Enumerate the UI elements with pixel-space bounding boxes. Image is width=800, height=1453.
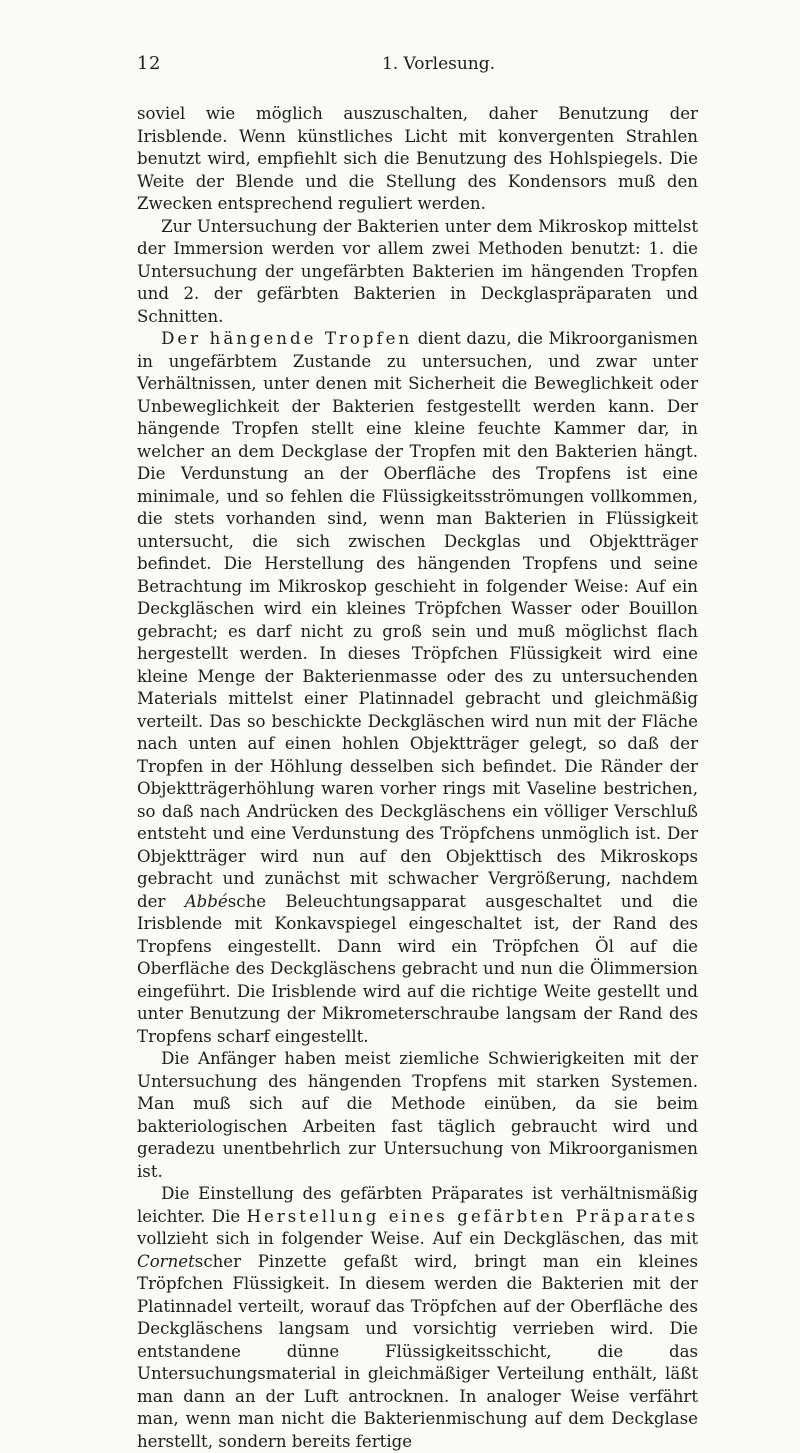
paragraph-3-text-b: sche Beleuchtungsapparat ausgeschaltet und die Irisblende mit Konkavspiegel eingeschaltet ist, der Rand des Tropfens eingestellt. Dann wird ein Tröpfchen Öl auf die Oberfläche des Deckgläschens gebracht und nun die Ölimmersion eingeführt. Die Irisblende wird auf die richtige Weite gestellt und unter Benutzung der Mikrometerschraube langsam der Rand des Tropfens scharf eingestellt. [137,891,698,1046]
spaced-term-haengender-tropfen: Der hängende Tropfen [161,329,413,348]
paragraph-1: soviel wie möglich auszuschalten, daher Benutzung der Irisblende. Wenn künstliches Licht mit konvergenten Strahlen benutzt wird, empfiehlt sich die Benutzung des Hohlspiegels. Die Weite der Blende und die Stellung des Kondensors muß den Zwecken entsprechend reguliert werden. [137,104,698,213]
paragraph-5-text-start: Die Einstellung des gefärbten Präparates ist verhältnismäßig leichter. Die [137,1184,698,1226]
running-head: 1. Vorlesung. [381,54,496,74]
spaced-term-herstellung: Herstellung eines gefärbten Präparates [246,1206,698,1226]
page-number: 12 [137,53,161,74]
paragraph-3-text-a: dient dazu, die Mikroorganismen in ungefärbtem Zustande zu untersuchen, und zwar unter Verhältnissen, unter denen mit Sicherheit die Beweglichkeit oder Unbeweglichkeit der Bakterien festgestellt werden kann. Der hängende Tropfen stellt eine kleine feuchte Kammer dar, in welcher an dem Deckglase der Tropfen mit den Bakterien hängt. Die Verdunstung an der Oberfläche des Tropfens ist eine minimale, und so fehlen die Flüssigkeitsströmungen vollkommen, die stets vorhanden sind, wenn man Bakterien in Flüssigkeit untersucht, die sich zwischen Deckglas und Objektträger befindet. Die Herstellung des hängenden Tropfens und seine Betrachtung im Mikroskop geschieht in folgender Weise: Auf ein Deckgläschen wird ein kleines Tröpfchen Wasser oder Bouillon gebracht; es darf nicht zu groß sein und muß möglichst flach hergestellt werden. In dieses Tröpfchen Flüssigkeit wird eine kleine Menge der Bakterienmasse oder des zu untersuchenden Materials mittelst einer Platinnadel gebracht und gleichmäßig verteilt. Das so beschickte Deckgläschen wird nun mit der Fläche nach unten auf einen hohlen Objektträger gelegt, so daß der Tropfen in der Höhlung desselben sich befindet. Die Ränder der Objektträgerhöhlung waren vorher rings mit Vaseline bestrichen, so daß nach Andrücken des Deckgläschens ein völliger Verschluß entsteht und eine Verdunstung des Tröpfchens unmöglich ist. Der Objektträger wird nun auf den Objekttisch des Mikroskops gebracht und zunächst mit schwacher Vergrößerung, nachdem der [137,329,698,911]
body-text [137,103,698,1453]
person-name-cornet: Cornet [137,1251,195,1271]
paragraph-2: Zur Untersuchung der Bakterien unter dem Mikroskop mittelst der Immersion werden vor allem zwei Methoden benutzt: 1. die Untersuchung der ungefärbten Bakterien im hängenden Tropfen und 2. der gefärbten Bakterien in Deckglaspräparaten und Schnitten. [137,216,698,326]
paragraph-3 [137,328,698,1048]
paragraph-5-text-a: vollzieht sich in folgender Weise. Auf ein Deckgläschen, das mit [137,1229,698,1248]
paragraph-4: Die Anfänger haben meist ziemliche Schwierigkeiten mit der Untersuchung des hängenden Tropfens mit starken Systemen. Man muß sich auf die Methode einüben, da sie beim bakteriologischen Arbeiten fast täglich gebraucht wird und geradezu unentbehrlich zur Untersuchung von Mikroorganismen ist. [137,1049,698,1181]
page-header [137,53,700,79]
paragraph-5-text-b: scher Pinzette gefaßt wird, bringt man ein kleines Tröpfchen Flüssigkeit. In diesem werden die Bakterien mit der Platinnadel verteilt, worauf das Tröpfchen auf der Oberfläche des Deckgläschens langsam und vorsichtig verrieben wird. Die entstandene dünne Flüssigkeitsschicht, die das Untersuchungsmaterial in gleichmäßiger Verteilung enthält, läßt man dann an der Luft antrocknen. In analoger Weise verfährt man, wenn man nicht die Bakterienmischung auf dem Deckglase herstellt, sondern bereits fertige [137,1251,698,1451]
person-name-abbe: Abbé [184,891,228,911]
paragraph-5 [137,1183,698,1453]
